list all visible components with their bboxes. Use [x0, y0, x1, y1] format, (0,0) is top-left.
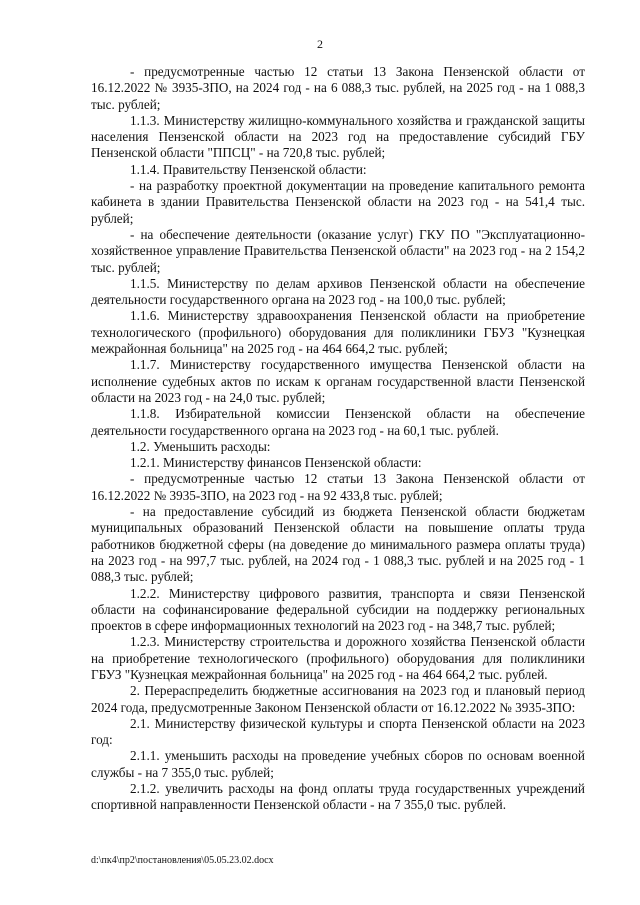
- footer-file-path: d:\пк4\пр2\постановления\05.05.23.02.docx: [91, 855, 274, 866]
- paragraph-2-1: 2.1. Министерству физической культуры и спорта Пензенской области на 2023 год:: [91, 715, 585, 748]
- paragraph-1-1-8: 1.1.8. Избирательной комиссии Пензенской области на обеспечение деятельности государственного органа на 2023 год - на 60,1 тыс. рублей.: [91, 406, 585, 438]
- paragraph-1-1-3: 1.1.3. Министерству жилищно-коммунального хозяйства и гражданской защиты населения Пензенской области на 2023 год на предоставление субсидий ГБУ Пензенской области "ППСЦ" - на 720,8 тыс. рублей;: [91, 112, 585, 161]
- paragraph-1-2-3: 1.2.3. Министерству строительства и дорожного хозяйства Пензенской области на приобретение технологического (профильного) оборудования для поликлиники ГБУЗ "Кузнецкая межрайонная больница" на 2025 год - на 464 664,2 тыс. рублей.: [91, 634, 585, 682]
- paragraph-1-1-4-design: - на разработку проектной документации на проведение капитального ремонта кабинета в здании Правительства Пензенской области на 2023 год - на 541,4 тыс. рублей;: [91, 178, 585, 226]
- paragraph-1-1-6: 1.1.6. Министерству здравоохранения Пензенской области на приобретение технологического (профильного) оборудования для поликлиники ГБУЗ "Кузнецкая межрайонная больница" на 2025 год - на 464 664,2 тыс. рублей;: [91, 308, 585, 357]
- paragraph-1-2-1: 1.2.1. Министерству финансов Пензенской области:: [130, 455, 422, 471]
- paragraph-finance-2024-2025: - предусмотренные частью 12 статьи 13 Закона Пензенской области от 16.12.2022 № 3935-ЗПО, на 2024 год - на 6 088,3 тыс. рублей, на 2025 год - на 1 088,3 тыс. рублей;: [91, 64, 585, 112]
- paragraph-1-2-1-reserve: - предусмотренные частью 12 статьи 13 Закона Пензенской области от 16.12.2022 № 3935-ЗПО, на 2023 год - на 92 433,8 тыс. рублей;: [91, 471, 585, 503]
- page-number: 2: [317, 37, 323, 51]
- paragraph-1-2-1-subsidies: - на предоставление субсидий из бюджета Пензенской области бюджетам муниципальных образований Пензенской области на повышение оплаты труда работников бюджетной сферы (на доведение до минимального размера оплаты труда) на 2023 год - на 997,7 тыс. рублей, на 2024 год - 1 088,3 тыс. рублей и на 2025 год - 1 088,3 тыс. рублей;: [91, 504, 585, 585]
- paragraph-1-1-4: 1.1.4. Правительству Пензенской области:: [130, 161, 367, 177]
- paragraph-2-1-1: 2.1.1. уменьшить расходы на проведение учебных сборов по основам военной службы - на 7 355,0 тыс. рублей;: [91, 748, 585, 780]
- paragraph-1-1-7: 1.1.7. Министерству государственного имущества Пензенской области на исполнение судебных актов по искам к органам государственной власти Пензенской области на 2023 год - на 24,0 тыс. рублей;: [91, 357, 585, 405]
- document-body: [91, 64, 585, 814]
- paragraph-1-1-4-services: - на обеспечение деятельности (оказание услуг) ГКУ ПО "Эксплуатационно-хозяйственное управление Правительства Пензенской области" на 2023 год - на 2 154,2 тыс. рублей;: [91, 226, 585, 275]
- paragraph-2-1-2: 2.1.2. увеличить расходы на фонд оплаты труда государственных учреждений спортивной направленности Пензенской области - на 7 355,0 тыс. рублей.: [91, 781, 585, 813]
- paragraph-1-1-5: 1.1.5. Министерству по делам архивов Пензенской области на обеспечение деятельности государственного органа на 2023 год - на 100,0 тыс. рублей;: [91, 275, 585, 308]
- paragraph-1-2: 1.2. Уменьшить расходы:: [130, 438, 271, 454]
- paragraph-1-2-2: 1.2.2. Министерству цифрового развития, транспорта и связи Пензенской области на софинансирование федеральной субсидии на поддержку региональных проектов в сфере информационных технологий на 2023 год - на 348,7 тыс. рублей;: [91, 585, 585, 634]
- paragraph-2: 2. Перераспределить бюджетные ассигнования на 2023 год и плановый период 2024 года, предусмотренные Законом Пензенской области от 16.12.2022 № 3935-ЗПО:: [91, 683, 585, 715]
